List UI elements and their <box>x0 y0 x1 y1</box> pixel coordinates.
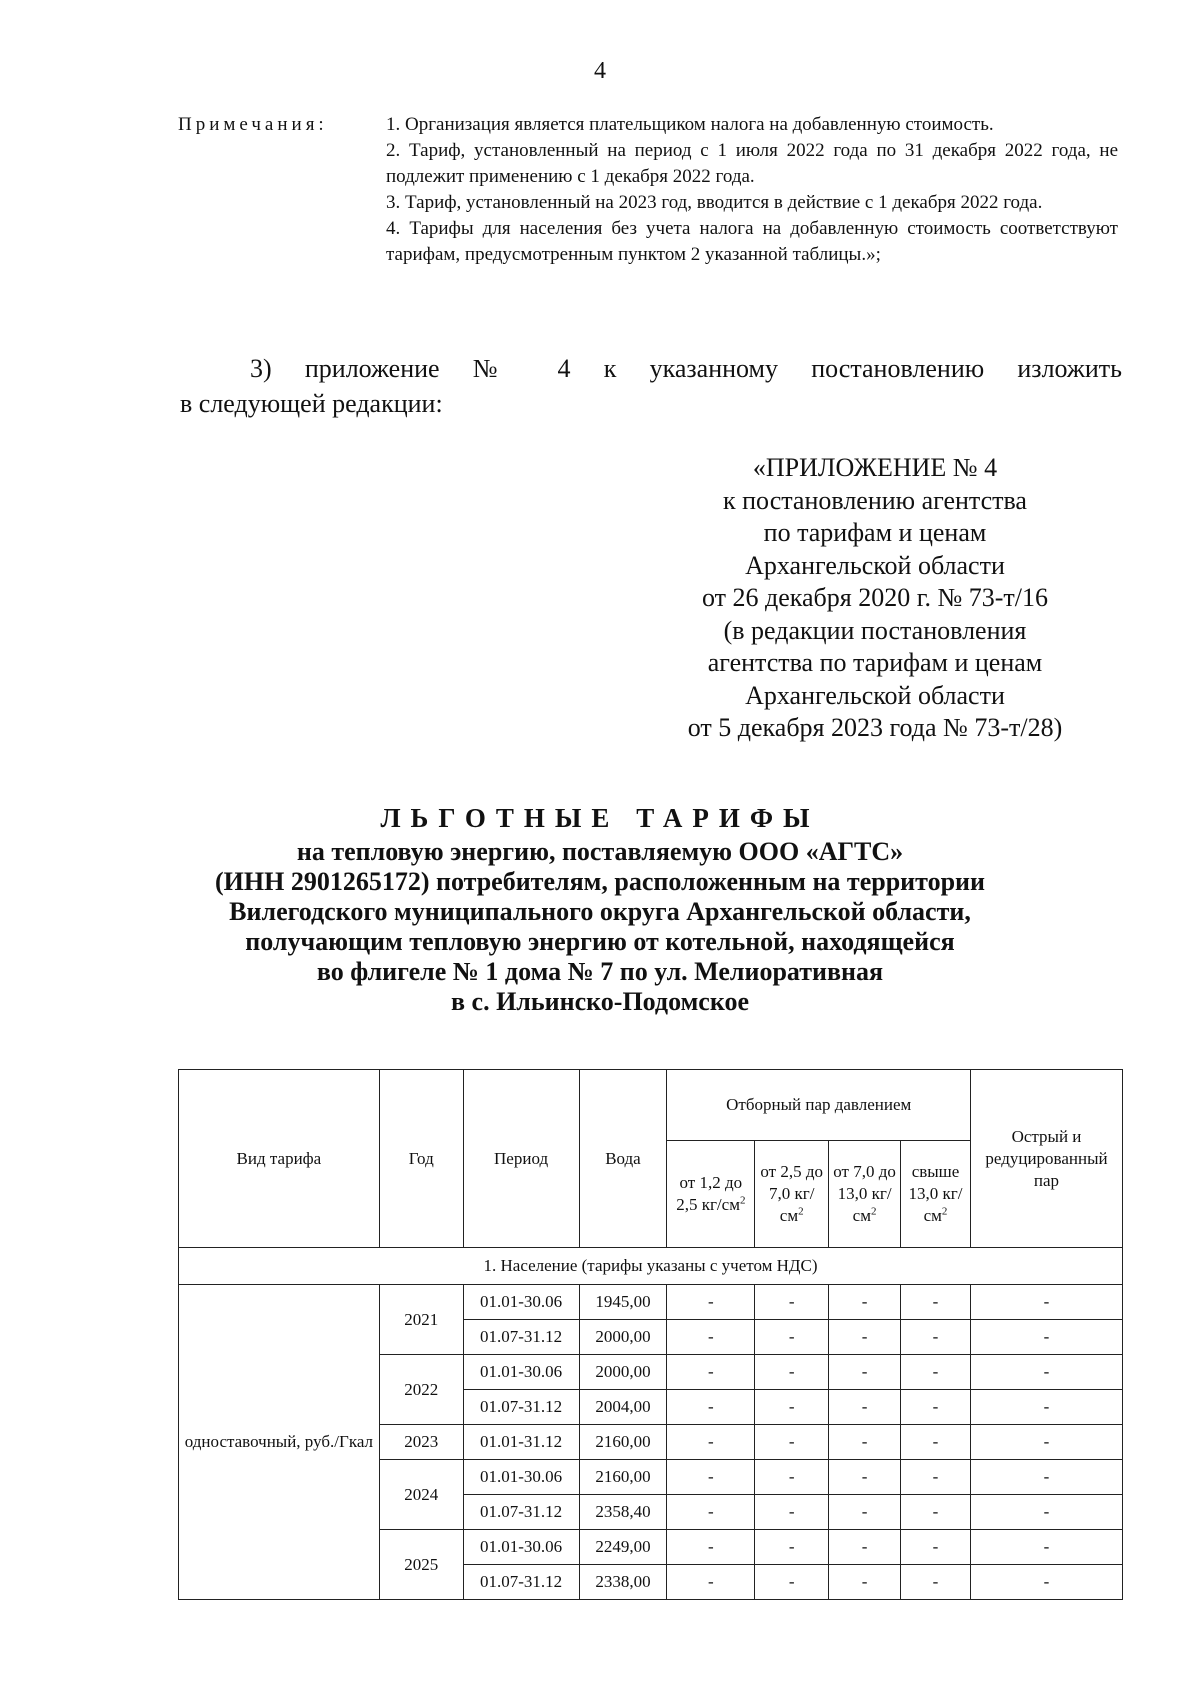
title-line: (ИНН 2901265172) потребителям, расположенным на территории <box>214 867 985 896</box>
title-line: в с. Ильинско-Подомское <box>451 987 749 1016</box>
steam-cell: - <box>829 1285 901 1320</box>
appendix-line: (в редакции постановления <box>723 615 1027 645</box>
period-cell: 01.07-31.12 <box>463 1390 579 1425</box>
period-cell: 01.07-31.12 <box>463 1495 579 1530</box>
sharp-steam-cell: - <box>970 1530 1122 1565</box>
appendix-line: по тарифам и ценам <box>763 518 987 547</box>
title-line: получающим тепловую энергию от котельной, находящейся <box>245 927 955 956</box>
note-item: 1. Организация является плательщиком налога на добавленную стоимость. <box>386 114 994 135</box>
appendix-line: «ПРИЛОЖЕНИЕ № 4 <box>752 453 998 482</box>
period-cell: 01.01-30.06 <box>463 1355 579 1390</box>
steam-cell: - <box>829 1320 901 1355</box>
amendment-paragraph <box>180 351 1122 421</box>
steam-cell: - <box>829 1460 901 1495</box>
year-cell: 2024 <box>379 1460 463 1530</box>
note-item: 2. Тариф, установленный на период с 1 июля 2022 года по 31 декабря 2022 года, не подлежит применению с 1 декабря 2022 года. <box>386 140 1118 187</box>
year-cell: 2021 <box>379 1285 463 1355</box>
water-cell: 2160,00 <box>579 1460 667 1495</box>
steam-cell: - <box>755 1285 829 1320</box>
appendix-line: Архангельской области <box>745 680 1005 710</box>
period-cell: 01.01-30.06 <box>463 1530 579 1565</box>
steam-cell: - <box>667 1285 755 1320</box>
steam-cell: - <box>755 1355 829 1390</box>
table-row <box>179 1285 1123 1320</box>
header-steam-2: от 2,5 до 7,0 $кг/см^2$ <box>755 1141 829 1248</box>
steam-cell: - <box>755 1460 829 1495</box>
water-cell: 2004,00 <box>579 1390 667 1425</box>
appendix-line: агентства по тарифам и ценам <box>707 648 1043 677</box>
paragraph-line: 3) приложение № 4 к указанному постановлению изложить <box>250 354 1122 383</box>
header-year: Год <box>379 1070 463 1248</box>
steam-cell: - <box>829 1425 901 1460</box>
header-sharp-steam: Острый и редуцированный пар <box>970 1070 1122 1248</box>
document-title <box>140 803 1060 1017</box>
steam-cell: - <box>755 1320 829 1355</box>
steam-cell: - <box>755 1530 829 1565</box>
year-cell: 2025 <box>379 1530 463 1600</box>
sharp-steam-cell: - <box>970 1460 1122 1495</box>
steam-cell: - <box>829 1495 901 1530</box>
steam-cell: - <box>901 1530 971 1565</box>
period-cell: 01.01-31.12 <box>463 1425 579 1460</box>
water-cell: 2000,00 <box>579 1320 667 1355</box>
tariff-label: одноставочный, руб./Гкал <box>179 1285 380 1600</box>
steam-cell: - <box>829 1565 901 1600</box>
sharp-steam-cell: - <box>970 1355 1122 1390</box>
steam-cell: - <box>901 1425 971 1460</box>
header-steam-group: Отборный пар давлением <box>667 1070 971 1141</box>
section-title: 1. Население (тарифы указаны с учетом НДС) <box>179 1248 1123 1285</box>
appendix-line: от 5 декабря 2023 года № 73-т/28) <box>687 713 1063 742</box>
sharp-steam-cell: - <box>970 1495 1122 1530</box>
steam-cell: - <box>901 1355 971 1390</box>
appendix-line: Архангельской области <box>745 550 1005 580</box>
header-period: Период <box>463 1070 579 1248</box>
appendix-line: к постановлению агентства <box>723 485 1027 515</box>
note-item: 4. Тарифы для населения без учета налога на добавленную стоимость соответствуют тарифам, предусмотренным пунктом 2 указанной таблицы.»; <box>386 218 1118 265</box>
header-steam-3: от 7,0 до 13,0 $кг/см^2$ <box>829 1141 901 1248</box>
steam-cell: - <box>667 1565 755 1600</box>
steam-cell: - <box>755 1565 829 1600</box>
period-cell: 01.07-31.12 <box>463 1320 579 1355</box>
header-steam-4: свыше 13,0 $кг/см^2$ <box>901 1141 971 1248</box>
sharp-steam-cell: - <box>970 1565 1122 1600</box>
water-cell: 2160,00 <box>579 1425 667 1460</box>
steam-cell: - <box>667 1530 755 1565</box>
note-item: 3. Тариф, установленный на 2023 год, вводится в действие с 1 декабря 2022 года. <box>386 192 1043 213</box>
year-cell: 2022 <box>379 1355 463 1425</box>
water-cell: 1945,00 <box>579 1285 667 1320</box>
steam-cell: - <box>901 1285 971 1320</box>
steam-cell: - <box>901 1390 971 1425</box>
sharp-steam-cell: - <box>970 1285 1122 1320</box>
sharp-steam-cell: - <box>970 1390 1122 1425</box>
title-main: ЛЬГОТНЫЕ ТАРИФЫ <box>380 803 820 833</box>
steam-cell: - <box>667 1495 755 1530</box>
period-cell: 01.07-31.12 <box>463 1565 579 1600</box>
water-cell: 2249,00 <box>579 1530 667 1565</box>
steam-cell: - <box>901 1320 971 1355</box>
steam-cell: - <box>901 1565 971 1600</box>
steam-cell: - <box>755 1425 829 1460</box>
header-steam-1: от 1,2 до 2,5 $кг/см^2$ <box>667 1141 755 1248</box>
steam-cell: - <box>667 1320 755 1355</box>
appendix-heading <box>600 452 1150 745</box>
steam-cell: - <box>901 1460 971 1495</box>
year-cell: 2023 <box>379 1425 463 1460</box>
header-tariff-type: Вид тарифа <box>179 1070 380 1248</box>
steam-cell: - <box>667 1390 755 1425</box>
steam-cell: - <box>901 1495 971 1530</box>
steam-cell: - <box>829 1390 901 1425</box>
period-cell: 01.01-30.06 <box>463 1460 579 1495</box>
steam-cell: - <box>755 1390 829 1425</box>
steam-cell: - <box>829 1530 901 1565</box>
steam-cell: - <box>667 1460 755 1495</box>
appendix-line: от 26 декабря 2020 г. № 73-т/16 <box>701 583 1049 612</box>
title-line: на тепловую энергию, поставляемую ООО «АГТС» <box>296 837 904 866</box>
page-number: 4 <box>594 58 606 84</box>
steam-cell: - <box>755 1495 829 1530</box>
title-line: во флигеле № 1 дома № 7 по ул. Мелиоративная <box>316 957 884 986</box>
header-water: Вода <box>579 1070 667 1248</box>
tariff-table <box>178 1069 1123 1600</box>
notes-label: Примечания: <box>178 114 328 135</box>
steam-cell: - <box>829 1355 901 1390</box>
sharp-steam-cell: - <box>970 1320 1122 1355</box>
water-cell: 2338,00 <box>579 1565 667 1600</box>
water-cell: 2358,40 <box>579 1495 667 1530</box>
notes-list <box>386 112 1118 268</box>
title-line: Вилегодского муниципального округа Архангельской области, <box>229 897 971 926</box>
paragraph-line: в следующей редакции: <box>180 389 443 418</box>
period-cell: 01.01-30.06 <box>463 1285 579 1320</box>
steam-cell: - <box>667 1425 755 1460</box>
sharp-steam-cell: - <box>970 1425 1122 1460</box>
water-cell: 2000,00 <box>579 1355 667 1390</box>
steam-cell: - <box>667 1355 755 1390</box>
